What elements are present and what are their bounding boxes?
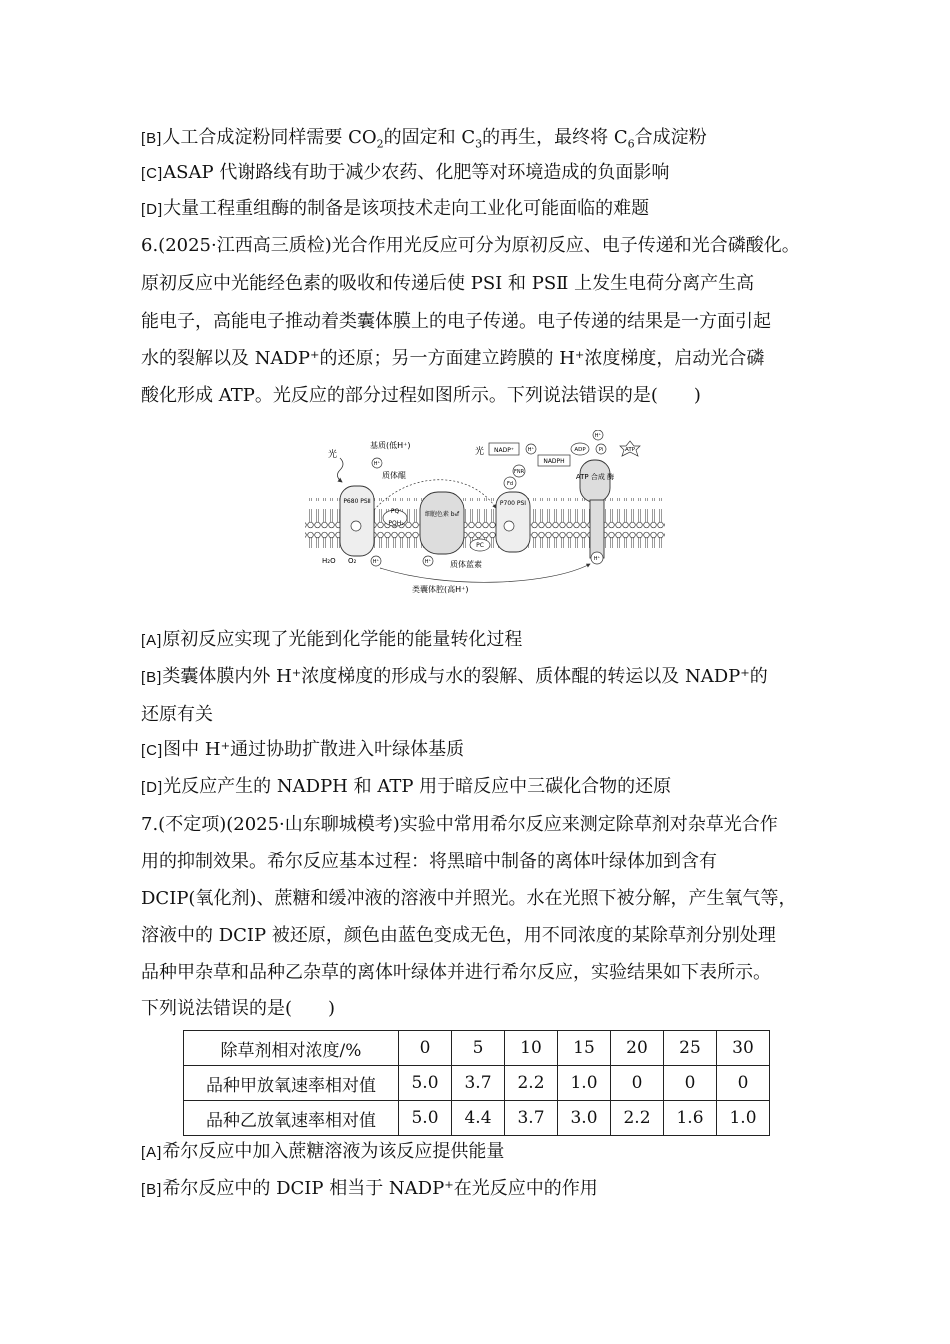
q6-stem-line: 酸化形成 ATP。光反应的部分过程如图所示。下列说法错误的是( ) xyxy=(141,385,701,406)
q7-stem-line: DCIP(氧化剂)、蔗糖和缓冲液的溶液中并照光。水在光照下被分解，产生氧气等， xyxy=(141,888,797,909)
table-header-cell: 15 xyxy=(558,1031,611,1066)
pc-label: PC xyxy=(476,542,484,549)
option-text: 希尔反应中加入蔗糖溶液为该反应提供能量 xyxy=(162,1141,505,1162)
q6-option-c xyxy=(141,738,831,763)
q6-stem-line: 原初反应中光能经色素的吸收和传递后使 PSⅠ 和 PSⅡ 上发生电荷分离产生高 xyxy=(141,273,755,294)
fnr-label: FNR xyxy=(513,469,525,475)
option-text: 的再生，最终将 C xyxy=(482,127,628,148)
table-header-cell: 除草剂相对浓度/% xyxy=(184,1031,399,1066)
subscript: 6 xyxy=(627,137,635,151)
pq-name-label: 质体醌 xyxy=(382,471,406,480)
table-cell: 2.2 xyxy=(505,1066,558,1101)
table-cell: 2.2 xyxy=(611,1101,664,1136)
atp-synthase xyxy=(580,460,610,502)
option-tag: [D] xyxy=(141,201,164,218)
option-text: 大量工程重组酶的制备是该项技术走向工业化可能面临的难题 xyxy=(163,198,650,219)
table-cell: 品种甲放氧速率相对值 xyxy=(184,1066,399,1101)
cytochrome-label: 细胞色素 b₆f xyxy=(424,511,460,518)
table-header-cell: 25 xyxy=(664,1031,717,1066)
q7-stem-line: 品种甲杂草和品种乙杂草的离体叶绿体并进行希尔反应，实验结果如下表所示。 xyxy=(141,962,771,983)
option-tag: [A] xyxy=(141,632,163,649)
psii-label: P680 PSⅡ xyxy=(343,498,371,505)
option-tag: [B] xyxy=(141,1181,163,1198)
psi-label: P700 PSⅠ xyxy=(499,500,527,507)
option-tag: [B] xyxy=(141,130,163,147)
q7-stem-line: 下列说法错误的是( ) xyxy=(141,998,336,1019)
option-text: 人工合成淀粉同样需要 CO xyxy=(162,127,377,148)
q7-option-a xyxy=(141,1140,831,1165)
q6-stem-line: 能电子，高能电子推动着类囊体膜上的电子传递。电子传递的结果是一方面引起 xyxy=(141,311,771,332)
atp-synthase-label: ATP 合成 酶 xyxy=(575,473,615,481)
light-label: 光 xyxy=(475,447,485,457)
q6-option-a xyxy=(141,628,831,653)
h-ion: H⁺ xyxy=(527,447,535,453)
table-row xyxy=(184,1101,770,1136)
pq-label: PQ xyxy=(390,508,400,515)
table-cell: 5.0 xyxy=(399,1101,452,1136)
option-text: 光反应产生的 NADPH 和 ATP 用于暗反应中三碳化合物的还原 xyxy=(163,776,672,797)
option-text: 的固定和 C xyxy=(383,127,476,148)
option-text: 希尔反应中的 DCIP 相当于 NADP⁺在光反应中的作用 xyxy=(162,1178,598,1199)
nadp-label: NADP⁺ xyxy=(494,447,514,454)
table-cell: 0 xyxy=(611,1066,664,1101)
table-cell: 0 xyxy=(664,1066,717,1101)
table-header-cell: 20 xyxy=(611,1031,664,1066)
option-tag: [D] xyxy=(141,779,164,796)
nadph-label: NADPH xyxy=(543,458,565,465)
fd-label: Fd xyxy=(506,481,514,487)
q6-stem-line: 水的裂解以及 NADP⁺的还原；另一方面建立跨膜的 H⁺浓度梯度，启动光合磷 xyxy=(141,348,765,369)
option-text: 原初反应实现了光能到化学能的能量转化过程 xyxy=(162,629,523,650)
q5-option-d xyxy=(141,197,831,222)
table-header-cell: 30 xyxy=(717,1031,770,1066)
table-header-cell: 0 xyxy=(399,1031,452,1066)
table-cell: 3.7 xyxy=(505,1101,558,1136)
option-tag: [C] xyxy=(141,742,164,759)
option-tag: [C] xyxy=(141,165,164,182)
table-cell: 3.0 xyxy=(558,1101,611,1136)
pqh2-label: PQH₂ xyxy=(388,520,404,527)
adp-label: ADP xyxy=(574,447,586,453)
q7-stem-line: 用的抑制效果。希尔反应基本过程：将黑暗中制备的离体叶绿体加到含有 xyxy=(141,851,717,872)
light-label: 光 xyxy=(328,450,338,460)
table-cell: 1.6 xyxy=(664,1101,717,1136)
option-text: ASAP 代谢路线有助于减少农药、化肥等对环境造成的负面影响 xyxy=(163,162,670,183)
option-tag: [A] xyxy=(141,1144,163,1161)
table-header-cell: 5 xyxy=(452,1031,505,1066)
q5-option-c xyxy=(141,161,831,186)
q6-option-b-cont: 还原有关 xyxy=(141,704,213,725)
q7-option-b xyxy=(141,1177,831,1202)
table-cell: 0 xyxy=(717,1066,770,1101)
q5-option-b xyxy=(141,126,831,151)
data-table xyxy=(183,1030,770,1136)
table-cell: 5.0 xyxy=(399,1066,452,1101)
table-cell: 1.0 xyxy=(717,1101,770,1136)
water-label: H₂O xyxy=(322,557,336,565)
light-reaction-diagram xyxy=(300,430,670,600)
atp-label: ATP xyxy=(624,447,636,453)
table-cell: 1.0 xyxy=(558,1066,611,1101)
option-text: 类囊体膜内外 H⁺浓度梯度的形成与水的裂解、质体醌的转运以及 NADP⁺的 xyxy=(162,666,768,687)
h-ion: H⁺ xyxy=(424,559,432,565)
table-cell: 品种乙放氧速率相对值 xyxy=(184,1101,399,1136)
table-row xyxy=(184,1066,770,1101)
table-header-row xyxy=(184,1031,770,1066)
stroma-label: 基质(低H⁺) xyxy=(370,441,411,450)
h-ion: H⁺ xyxy=(373,461,381,467)
h-ion: H⁺ xyxy=(594,433,602,439)
subscript: 2 xyxy=(376,137,384,151)
h-ion: H⁺ xyxy=(593,556,601,562)
h-ion: H⁺ xyxy=(372,559,380,565)
table-header-cell: 10 xyxy=(505,1031,558,1066)
pi-label: Pi xyxy=(598,447,604,453)
pc-name-label: 质体蓝素 xyxy=(450,560,482,569)
q7-stem-line: 7.(不定项)(2025·山东聊城模考)实验中常用希尔反应来测定除草剂对杂草光合作 xyxy=(141,814,778,835)
subscript: 3 xyxy=(475,137,483,151)
o2-label: O₂ xyxy=(348,557,357,565)
table-cell: 4.4 xyxy=(452,1101,505,1136)
table-cell: 3.7 xyxy=(452,1066,505,1101)
q6-stem-line: 6.(2025·江西高三质检)光合作用光反应可分为原初反应、电子传递和光合磷酸化。 xyxy=(141,235,800,256)
q6-option-b xyxy=(141,665,831,690)
lumen-label: 类囊体腔(高H⁺) xyxy=(412,585,469,594)
q7-stem-line: 溶液中的 DCIP 被还原，颜色由蓝色变成无色，用不同浓度的某除草剂分别处理 xyxy=(141,925,776,946)
option-tag: [B] xyxy=(141,669,163,686)
option-text: 图中 H⁺通过协助扩散进入叶绿体基质 xyxy=(163,739,465,760)
cytochrome-complex xyxy=(420,492,464,554)
q6-option-d xyxy=(141,775,831,800)
option-text: 合成淀粉 xyxy=(634,127,707,148)
